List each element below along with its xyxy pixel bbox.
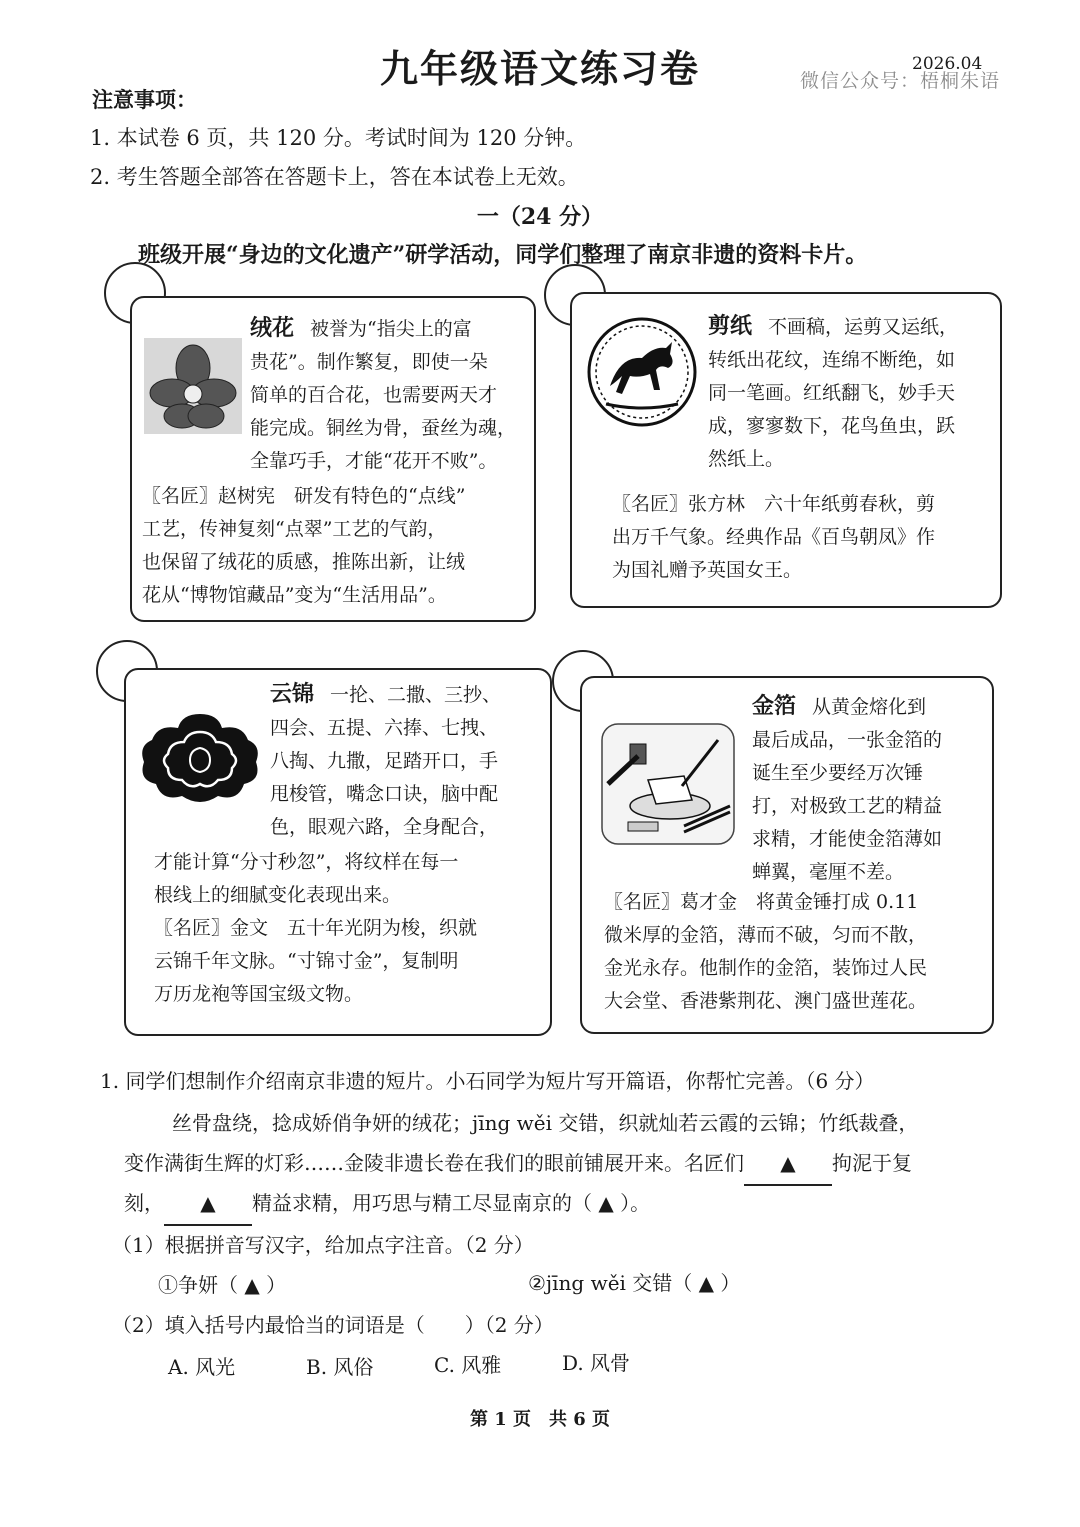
option-a[interactable]: A. 风光 bbox=[168, 1355, 236, 1379]
question-1-stem: 1. 同学们想制作介绍南京非遗的短片。小石同学为短片写开篇语，你帮忙完善。（6 分） bbox=[100, 1069, 875, 1093]
card-text: 色，眼观六路，全身配合， bbox=[270, 816, 499, 838]
card-ronghua bbox=[130, 296, 536, 622]
page-title: 九年级语文练习卷 bbox=[379, 46, 700, 91]
card-master-text: 花从“博物馆藏品”变为“生活用品”。 bbox=[142, 584, 447, 606]
passage-text: 变作满街生辉的灯彩……金陵非遗长卷在我们的眼前铺展开来。名匠们 bbox=[124, 1151, 744, 1175]
question-1-passage: 丝骨盘绕，捻成娇俏争妍的绒花；jīng wěi 交错，织就灿若云霞的云锦；竹纸裁叠， bbox=[172, 1111, 919, 1135]
notice-heading: 注意事项： bbox=[92, 87, 197, 112]
notice-item-1: 1. 本试卷 6 页，共 120 分。考试时间为 120 分钟。 bbox=[90, 126, 587, 150]
question-1-passage bbox=[124, 1142, 1064, 1186]
card-text: 被誉为“指尖上的富 bbox=[310, 318, 472, 340]
card-text: 能完成。铜丝为骨，蚕丝为魂， bbox=[250, 417, 517, 439]
card-text: 打，对极致工艺的精益 bbox=[752, 795, 943, 817]
card-title: 剪纸 bbox=[708, 313, 753, 339]
passage-text: 拘泥于复 bbox=[832, 1151, 912, 1175]
flower-icon bbox=[144, 338, 242, 434]
card-master-text: 根线上的细腻变化表现出来。 bbox=[154, 884, 402, 906]
card-text: 一抡、二撒、三抄、 bbox=[330, 684, 502, 706]
option-b[interactable]: B. 风俗 bbox=[306, 1355, 374, 1379]
card-title: 云锦 bbox=[270, 681, 315, 707]
card-text: 全靠巧手，才能“花开不败”。 bbox=[250, 450, 498, 472]
notice-item-2: 2. 考生答题全部答在答题卡上，答在本试卷上无效。 bbox=[90, 165, 579, 189]
passage-text: 精益求精，用巧思与精工尽显南京的（ ▲ ）。 bbox=[252, 1191, 651, 1215]
horse-papercut-icon bbox=[586, 316, 698, 428]
card-text: 诞生至少要经万次锤 bbox=[752, 762, 924, 784]
card-master-text: 〖名匠〗张方林 六十年纸剪春秋，剪 bbox=[612, 493, 936, 515]
card-text: 甩梭管，嘴念口诀，脑中配 bbox=[270, 783, 499, 805]
card-text: 简单的百合花，也需要两天才 bbox=[250, 384, 498, 406]
card-text: 四会、五提、六捧、七拽、 bbox=[270, 717, 499, 739]
sub-question-1-a[interactable]: ①争妍（ ▲ ） bbox=[158, 1273, 287, 1297]
card-jianzhi bbox=[570, 292, 1002, 608]
card-master-text: 微米厚的金箔，薄而不破，匀而不散， bbox=[604, 924, 928, 946]
card-master-text: 云锦千年文脉。“寸锦寸金”，复制明 bbox=[154, 950, 459, 972]
answer-blank[interactable]: ▲ bbox=[164, 1182, 252, 1226]
card-master-text: 为国礼赠予英国女王。 bbox=[612, 559, 803, 581]
card-master-text: 〖名匠〗赵树宪 研发有特色的“点线” bbox=[142, 485, 466, 507]
section-heading: 一（24 分） bbox=[476, 204, 604, 230]
card-master-text: 金光永存。他制作的金箔，装饰过人民 bbox=[604, 957, 928, 979]
card-yunjin bbox=[124, 668, 552, 1036]
card-master-text: 才能计算“分寸秒忽”，将纹样在每一 bbox=[154, 851, 459, 873]
card-text: 不画稿，运剪又运纸， bbox=[768, 316, 959, 338]
sub-question-2: （2）填入括号内最恰当的词语是（ ）（2 分） bbox=[112, 1313, 554, 1337]
answer-blank[interactable]: ▲ bbox=[744, 1142, 832, 1186]
card-text: 贵花”。制作繁复，即使一朵 bbox=[250, 351, 488, 373]
card-master-text: 〖名匠〗葛才金 将黄金锤打成 0.11 bbox=[604, 891, 919, 913]
card-master-text: 出万千气象。经典作品《百鸟朝凤》作 bbox=[612, 526, 936, 548]
card-title: 金箔 bbox=[752, 693, 797, 719]
card-text: 成，寥寥数下，花鸟鱼虫，跃 bbox=[708, 415, 956, 437]
sub-question-1-b[interactable]: ②jīng wěi 交错（ ▲ ） bbox=[528, 1271, 741, 1295]
card-master-text: 〖名匠〗金文 五十年光阴为梭，织就 bbox=[154, 917, 478, 939]
card-text: 然纸上。 bbox=[708, 448, 785, 470]
cloud-brocade-icon bbox=[138, 710, 262, 810]
question-1-passage bbox=[124, 1182, 1064, 1226]
date-stamp: 2026.04 bbox=[912, 54, 983, 74]
card-text: 转纸出花纹，连绵不断绝，如 bbox=[708, 349, 956, 371]
card-master-text: 工艺，传神复刻“点翠”工艺的气韵， bbox=[142, 518, 447, 540]
card-text: 蝉翼，毫厘不差。 bbox=[752, 861, 905, 883]
card-text: 最后成品，一张金箔的 bbox=[752, 729, 943, 751]
sub-question-1: （1）根据拼音写汉字，给加点字注音。（2 分） bbox=[112, 1233, 534, 1257]
card-text: 八掏、九撒，足踏开口，手 bbox=[270, 750, 499, 772]
page-number: 第 1 页 共 6 页 bbox=[469, 1409, 611, 1430]
option-d[interactable]: D. 风骨 bbox=[562, 1351, 631, 1375]
card-text: 求精，才能使金箔薄如 bbox=[752, 828, 943, 850]
watermark-text: 微信公众号：梧桐朱语 bbox=[800, 70, 1001, 92]
option-c[interactable]: C. 风雅 bbox=[434, 1353, 502, 1377]
card-master-text: 也保留了绒花的质感，推陈出新，让绒 bbox=[142, 551, 466, 573]
gold-foil-tools-icon bbox=[600, 722, 736, 846]
section-intro: 班级开展“身边的文化遗产”研学活动，同学们整理了南京非遗的资料卡片。 bbox=[138, 242, 868, 268]
card-master-text: 万历龙袍等国宝级文物。 bbox=[154, 983, 364, 1005]
card-jinbo bbox=[580, 676, 994, 1034]
card-text: 同一笔画。红纸翻飞，妙手天 bbox=[708, 382, 956, 404]
card-master-text: 大会堂、香港紫荆花、澳门盛世莲花。 bbox=[604, 990, 928, 1012]
card-text: 从黄金熔化到 bbox=[812, 696, 927, 718]
passage-text: 刻， bbox=[124, 1191, 164, 1215]
card-title: 绒花 bbox=[250, 315, 295, 341]
